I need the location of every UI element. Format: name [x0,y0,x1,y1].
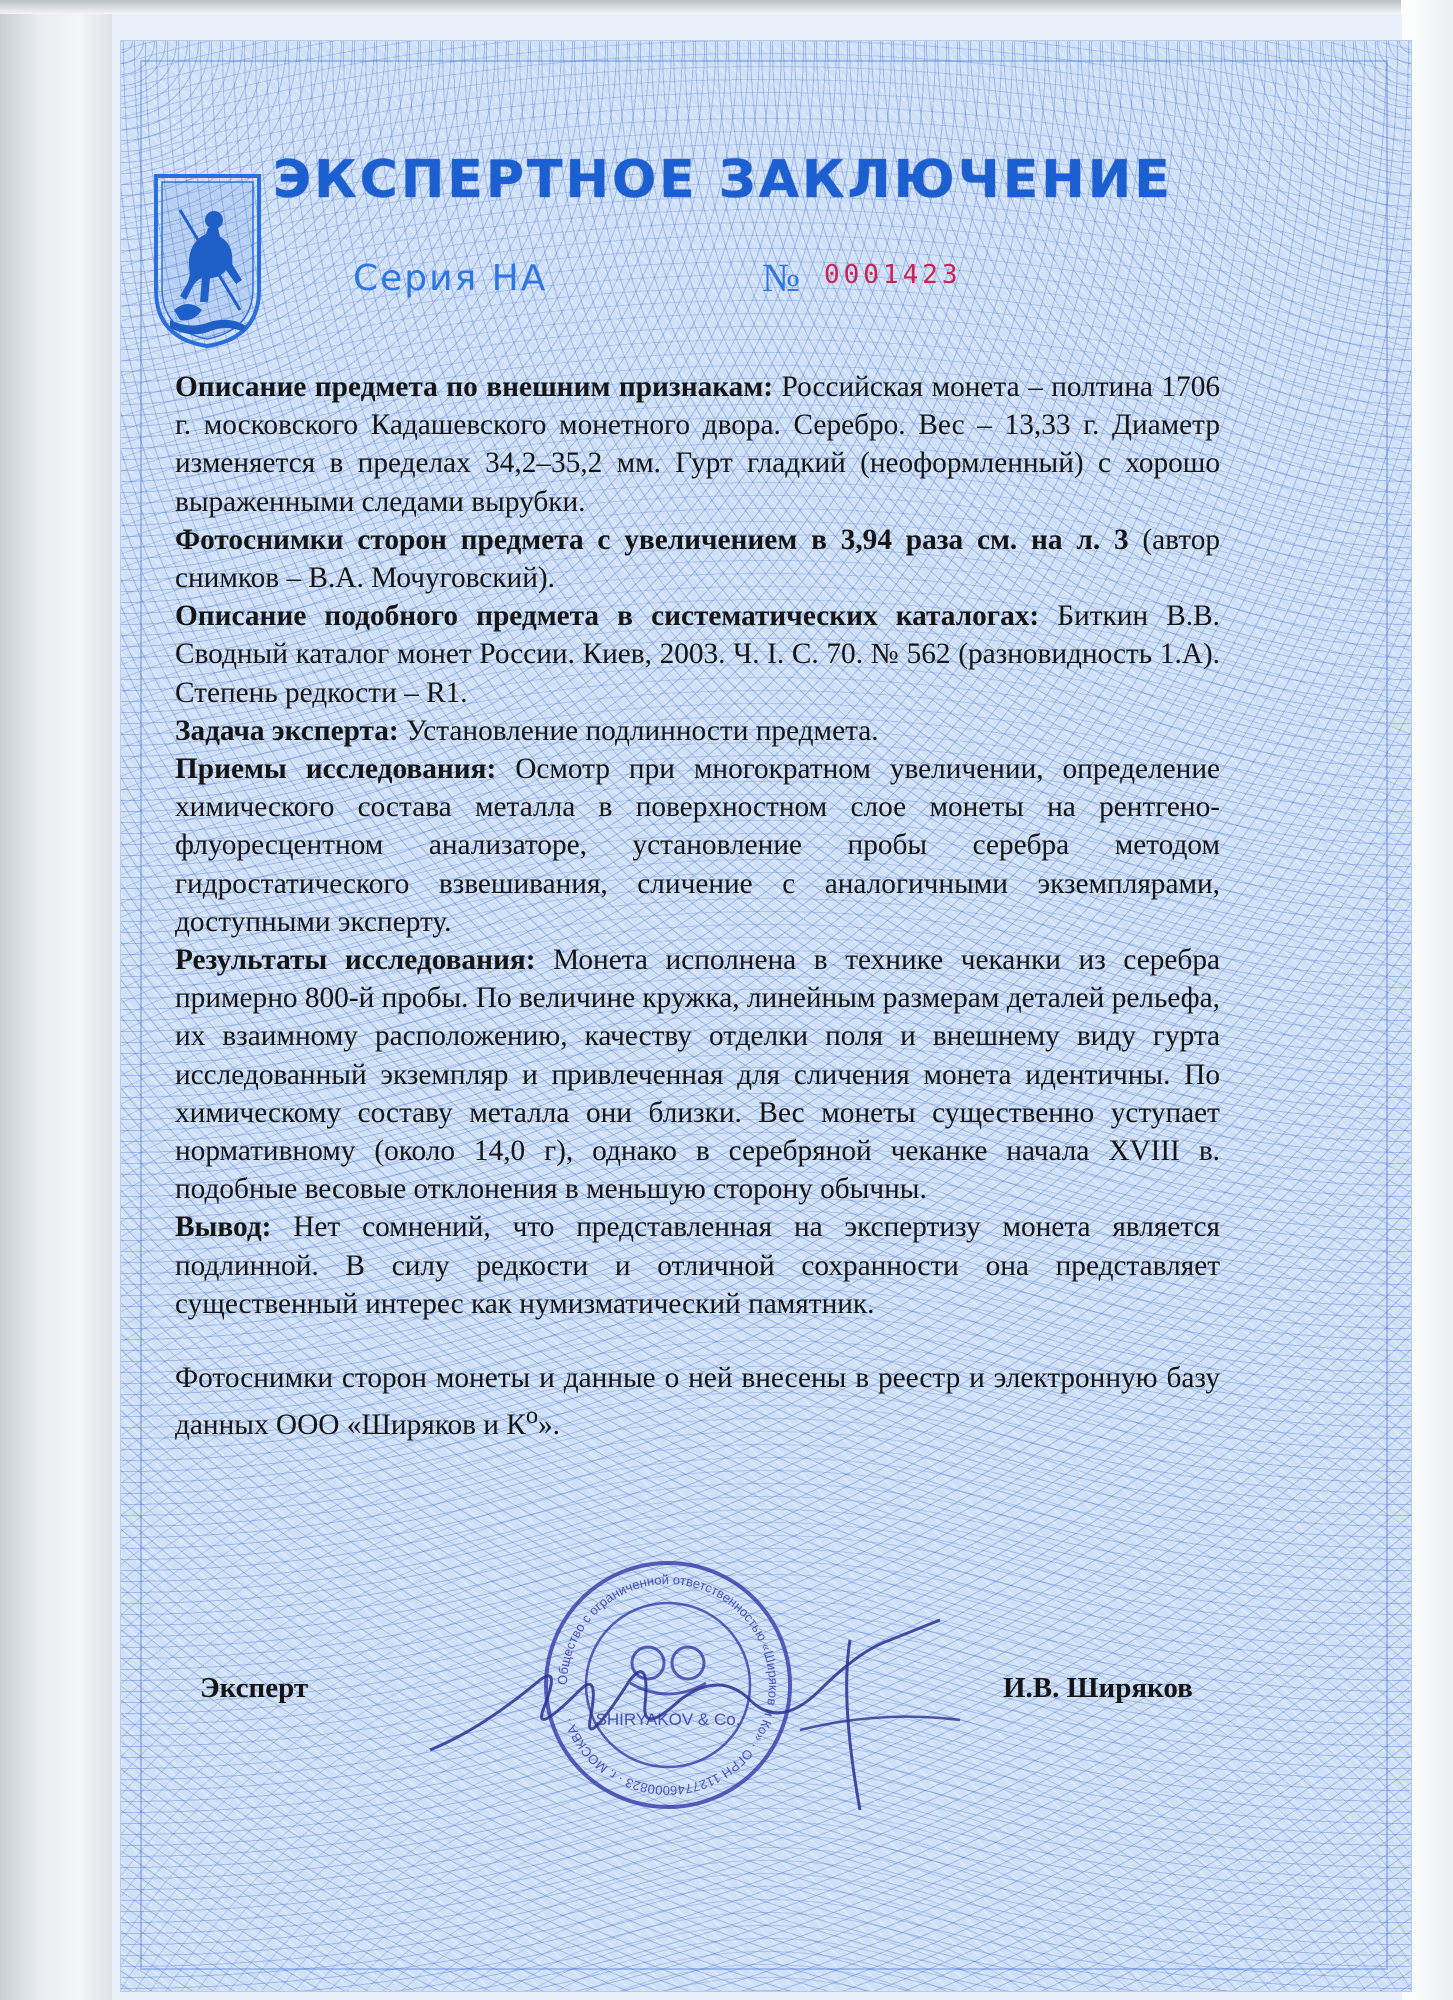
number-sign: № [762,255,801,300]
stamp-center-text: SHIRYAKOV & Co. [595,1710,741,1729]
document-title: ЭКСПЕРТНОЕ ЗАКЛЮЧЕНИЕ [273,150,1173,210]
note-text: Фотоснимки сторон монеты и данные о ней внесены в реестр и электронную базу данных ООО «Ширяков и К [175,1362,1220,1442]
expert-name: И.В. Ширяков [1003,1672,1193,1704]
scan-top-edge [0,0,1453,14]
section-label: Фотоснимки сторон предмета с увеличением в 3,94 раза см. на л. 3 [175,523,1129,556]
section-text: Российская монета – полтина 1706 г. московского Кадашевского монетного двора. Серебро. Вес – 13,33 г. Диаметр изменяется в пределах 34,2–35,2 мм. Гурт гладкий (неоформленный) с хорошо выраженными следами вырубки. [175,371,1220,518]
section-photos [175,521,1220,597]
section-label: Описание подобного предмета в систематических каталогах: [175,600,1040,633]
section-task [175,712,1220,750]
certificate-body [175,368,1220,1444]
note-end: ». [538,1409,561,1442]
note-superscript: о [525,1402,539,1430]
section-description [175,368,1220,521]
section-methods [175,750,1220,941]
section-conclusion [175,1208,1220,1323]
moscow-coat-of-arms-icon [150,170,265,350]
section-text: Биткин В.В. Сводный каталог монет России. Киев, 2003. Ч. I. С. 70. № 562 (разновидность 1.А). Степень редкости – R1. [175,600,1220,709]
expert-label: Эксперт [200,1672,309,1704]
section-catalogs [175,597,1220,712]
handwritten-signature [420,1610,980,1830]
section-text: Осмотр при многократном увеличении, определение химического состава металла в поверхностном слое монеты на рентгено-флуоресцентном анализаторе, установление пробы серебра методом гидростатического взвешивания, сличение с аналогичными экземплярами, доступными эксперту. [175,753,1220,938]
stamp-outer-text: Общество с ограниченной ответственностью «Ширяков и Ко» · ОГРН 1127746000823 · г. МОСКВА · [554,1571,782,1799]
series-label: Серия НА [353,258,548,299]
section-label: Вывод: [175,1211,272,1244]
certificate-number: 0001423 [824,260,962,290]
registry-note [175,1359,1220,1444]
section-label: Результаты исследования: [175,944,536,977]
section-text: (автор снимков – В.А. Мочуговский). [175,523,1220,595]
section-text: Установление подлинности предмета. [398,714,879,747]
section-text: Монета исполнена в технике чеканки из серебра примерно 800-й пробы. По величине кружка, линейным размерам деталей рельефа, их взаимному расположению, качеству отделки поля и внешнему виду гурта исследованный экземпляр и привлеченная для сличения монета идентичны. По химическому составу металла они близки. Вес монеты существенно уступает нормативному (около 14,0 г), однако в серебряной чеканке начала XVIII в. подобные весовые отклонения в меньшую сторону обычны. [175,944,1220,1206]
section-results [175,941,1220,1208]
section-text: Нет сомнений, что представленная на экспертизу монета является подлинной. В силу редкости и отличной сохранности она представляет существенный интерес как нумизматический памятник. [175,1211,1220,1320]
section-label: Задача эксперта: [175,714,399,747]
section-label: Описание предмета по внешним признакам: [175,371,774,403]
section-label: Приемы исследования: [175,753,497,786]
scan-page-edge [0,0,112,2000]
